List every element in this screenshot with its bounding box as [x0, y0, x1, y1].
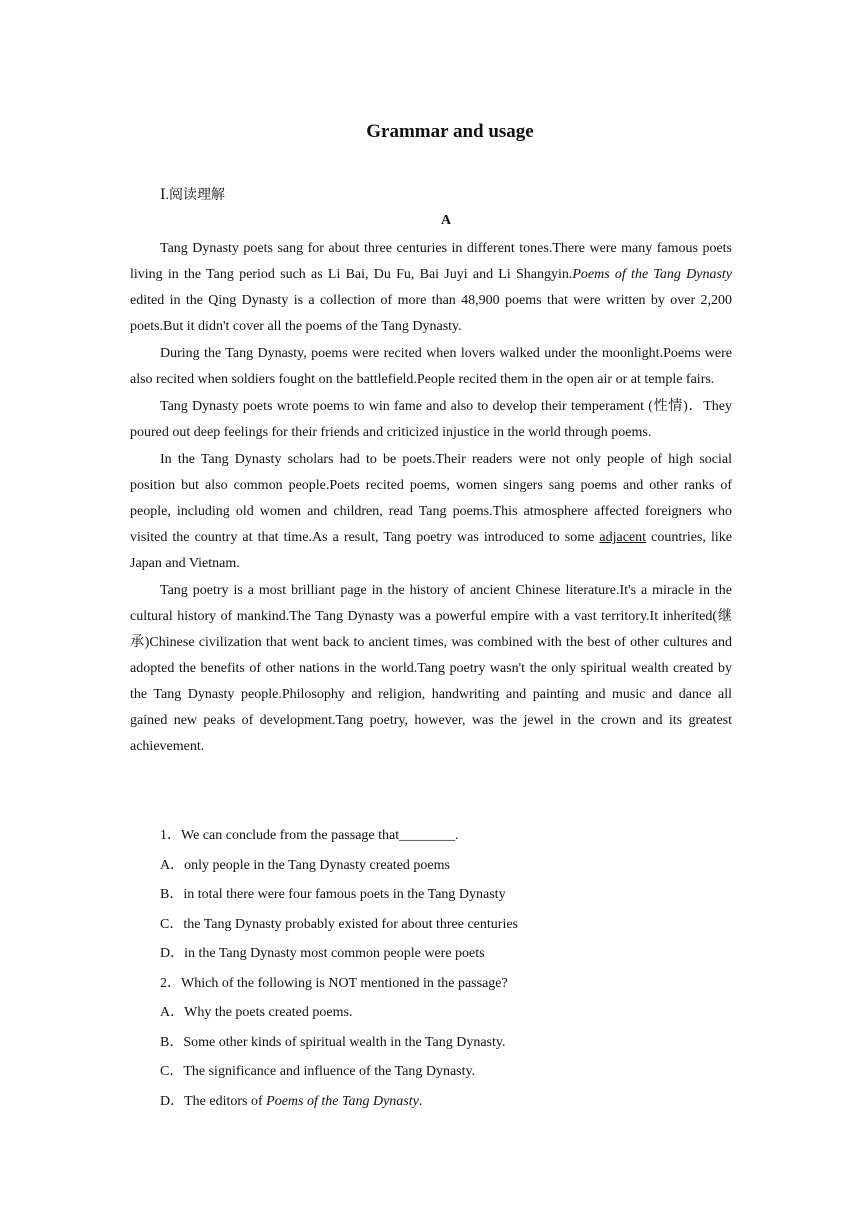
- question-2-option-d: [160, 1087, 732, 1117]
- question-1-stem: 1．We can conclude from the passage that________.: [160, 828, 459, 843]
- paragraph-1-text-b: edited in the Qing Dynasty is a collection of more than 48,900 poems that were written by over 2,200 poets.But it didn't cover all the poems of the Tang Dynasty.: [130, 293, 732, 334]
- question-1-option-c: C．the Tang Dynasty probably existed for about three centuries: [160, 916, 518, 932]
- question-2-option-c: C．The significance and influence of the Tang Dynasty.: [160, 1064, 476, 1079]
- question-1-option-d: D．in the Tang Dynasty most common people were poets: [160, 946, 485, 961]
- question-2-option-b: B．Some other kinds of spiritual wealth in the Tang Dynasty.: [160, 1034, 506, 1050]
- passage-paragraph-4: [130, 447, 732, 577]
- underlined-word: adjacent: [599, 530, 647, 545]
- option-d-book-title: Poems of the Tang Dynasty: [266, 1093, 419, 1109]
- passage-paragraph-5: Tang poetry is a most brilliant page in the history of ancient Chinese literature.It's a miracle in the cultural history of mankind.The Tang Dynasty was a powerful empire with a vast territory.It inherited(继承)Chinese civilization that went back to ancient times, was combined with the best of other cultures and adopted the benefits of other nations in the world.Tang poetry wasn't the only spiritual wealth created by the Tang Dynasty people.Philosophy and religion, handwriting and painting and music and dance all gained new peaks of development.Tang poetry, however, was the jewel in the crown and its greatest achievement.: [130, 583, 732, 754]
- question-1-option-a: A．only people in the Tang Dynasty created poems: [160, 857, 450, 873]
- paragraph-1-text-a: Tang Dynasty poets sang for about three centuries in different tones.There were many famous poets living in the Tang period such as Li Bai, Du Fu, Bai Juyi and Li Shangyin.: [130, 241, 732, 282]
- reading-passage: [130, 236, 732, 761]
- passage-paragraph-1: [130, 236, 732, 340]
- question-1-option-b: B．in total there were four famous poets in the Tang Dynasty: [160, 887, 506, 902]
- option-d-suffix: .: [418, 1093, 423, 1109]
- passage-letter: A: [440, 213, 452, 228]
- question-list: [160, 821, 732, 1116]
- question-2-option-a: A．Why the poets created poems.: [160, 1005, 353, 1020]
- document-title: Grammar and usage: [366, 121, 534, 142]
- passage-paragraph-3: Tang Dynasty poets wrote poems to win fame and also to develop their temperament (性情)．They poured out deep feelings for their friends and criticized injustice in the world through poems.: [130, 399, 732, 440]
- option-d-prefix: D．The editors of: [160, 1093, 267, 1109]
- paragraph-4-text-b: countries, like Japan and Vietnam.: [130, 530, 732, 571]
- section-label: Ⅰ.阅读理解: [160, 188, 226, 203]
- question-2-stem: 2．Which of the following is NOT mentioned in the passage?: [160, 975, 508, 991]
- paragraph-4-text-a: In the Tang Dynasty scholars had to be poets.Their readers were not only people of high social position but also common people.Poets recited poems, women singers sang poems and other ranks of people, including old women and children, read Tang poems.This atmosphere affected foreigners who visited the country at that time.As a result, Tang poetry was introduced to some: [130, 452, 732, 545]
- passage-paragraph-2: During the Tang Dynasty, poems were recited when lovers walked under the moonlight.Poems were also recited when soldiers fought on the battlefield.People recited them in the open air or at temple fairs.: [130, 346, 732, 387]
- book-title-italic: Poems of the Tang Dynasty: [572, 267, 732, 282]
